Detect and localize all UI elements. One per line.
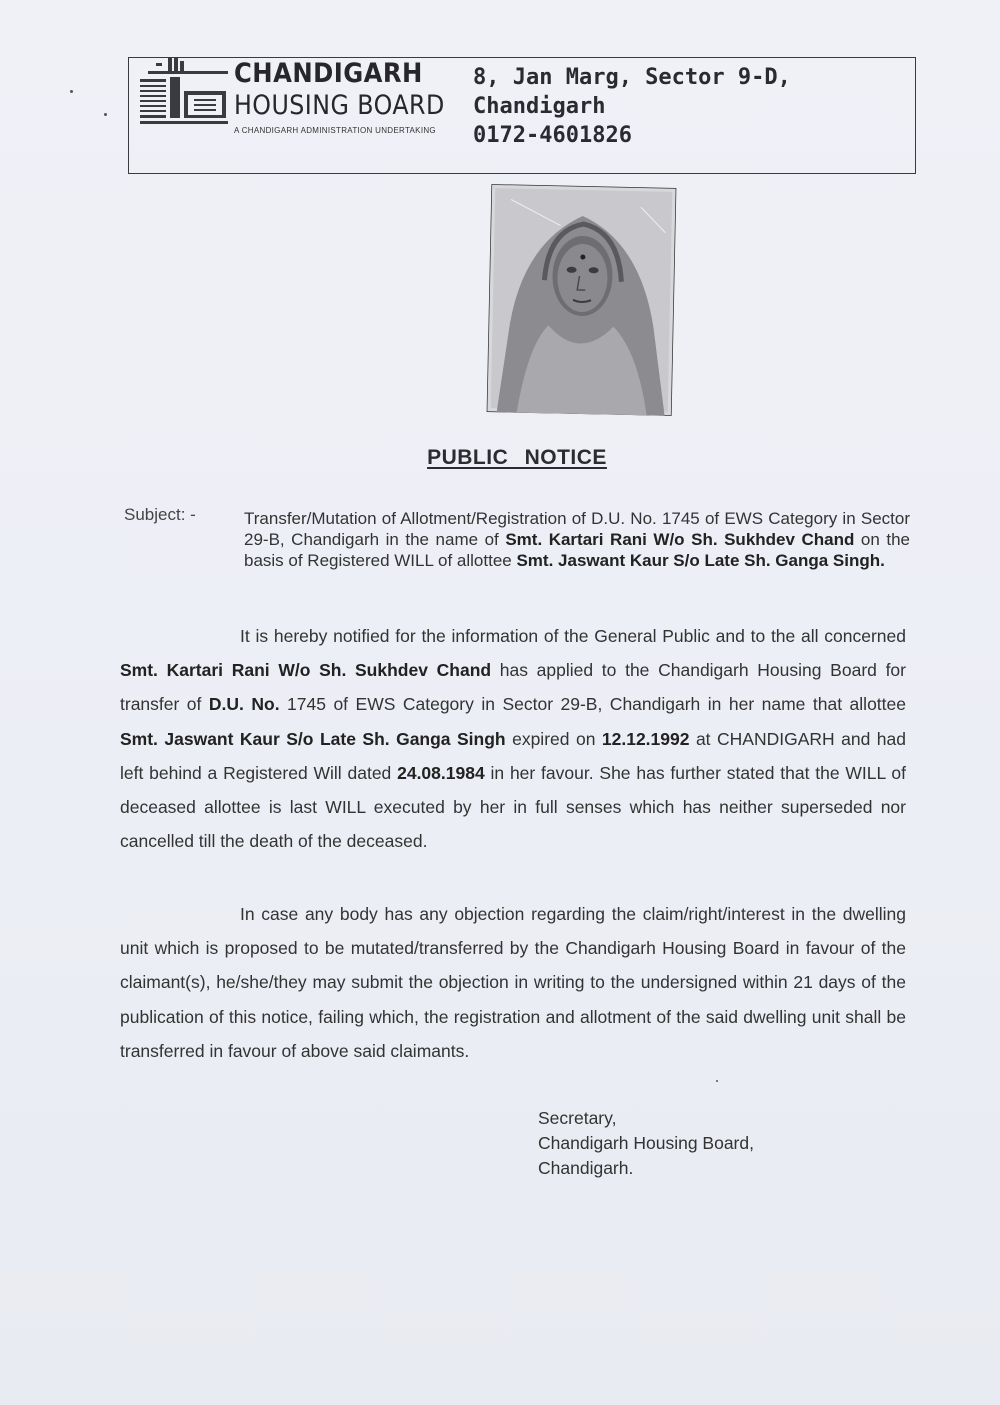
para-text: has applied to the Chandigarh Housing Board for transfer of [120,660,906,715]
org-tagline: A CHANDIGARH ADMINISTRATION UNDERTAKING [234,126,436,135]
claimant-photo [487,184,677,416]
para-text: in her favour. She has further stated that the WILL of deceased allottee is last WILL executed by her in full senses which has neither superseded nor cancelled till the death of the deceased. [120,762,906,852]
scan-speck [70,90,73,93]
para-text: It is hereby notified for the information of the General Public and to the all concerned [240,626,906,646]
signatory-city: Chandigarh. [538,1158,634,1178]
org-name-line1: CHANDIGARH [234,58,423,89]
housing-board-logo [138,55,230,127]
signatory-title: Secretary, [538,1108,617,1128]
address-line2: Chandigarh [473,94,606,119]
notice-paragraph-2: In case any body has any objection regarding the claim/right/interest in the dwelling unit which is proposed to be mutated/transferred by the Chandigarh Housing Board in favour of the claimant(s), he/she/they may submit the objection in writing to the undersigned within 21 days of the publication of this notice, failing which, the registration and allotment of the said dwelling unit shall be transferred in favour of above said claimants. [120,904,906,1061]
claimant-name: Smt. Kartari Rani W/o Sh. Sukhdev Chand [120,660,492,681]
subject-text-part: on the basis of Registered WILL of allottee [244,530,910,570]
address-block [473,63,791,150]
will-date: 24.08.1984 [397,762,485,783]
organization-name [234,58,464,122]
para-text: at CHANDIGARH and had left behind a Registered Will dated [120,728,906,783]
subject-text [244,508,910,571]
phone-number: 0172-4601826 [473,123,632,148]
signature-block [538,1106,754,1181]
claimant-name: Smt. Kartari Rani W/o Sh. Sukhdev Chand [505,530,855,549]
death-date: 12.12.1992 [601,728,690,749]
subject-text-part: Transfer/Mutation of Allotment/Registration of D.U. No. 1745 of EWS Category in Sector 29-B, Chandigarh in the name of [244,509,910,549]
scan-speck [104,113,107,116]
para-text: 1745 of EWS Category in Sector 29-B, Chandigarh in her name that allottee [279,694,906,715]
du-label: D.U. No. [208,694,280,715]
allottee-name: Smt. Jaswant Kaur S/o Late Sh. Ganga Singh. [516,551,885,570]
notice-title: PUBLIC NOTICE [427,446,607,469]
signatory-organization: Chandigarh Housing Board, [538,1133,754,1153]
org-name-line2: HOUSING BOARD [234,90,445,121]
notice-paragraph-1 [120,619,906,858]
allottee-name: Smt. Jaswant Kaur S/o Late Sh. Ganga Singh [120,728,506,749]
subject-label: Subject: - [124,505,196,524]
scan-speck [716,1080,718,1082]
address-line1: 8, Jan Marg, Sector 9-D, [473,65,791,90]
para-text: expired on [505,728,602,749]
